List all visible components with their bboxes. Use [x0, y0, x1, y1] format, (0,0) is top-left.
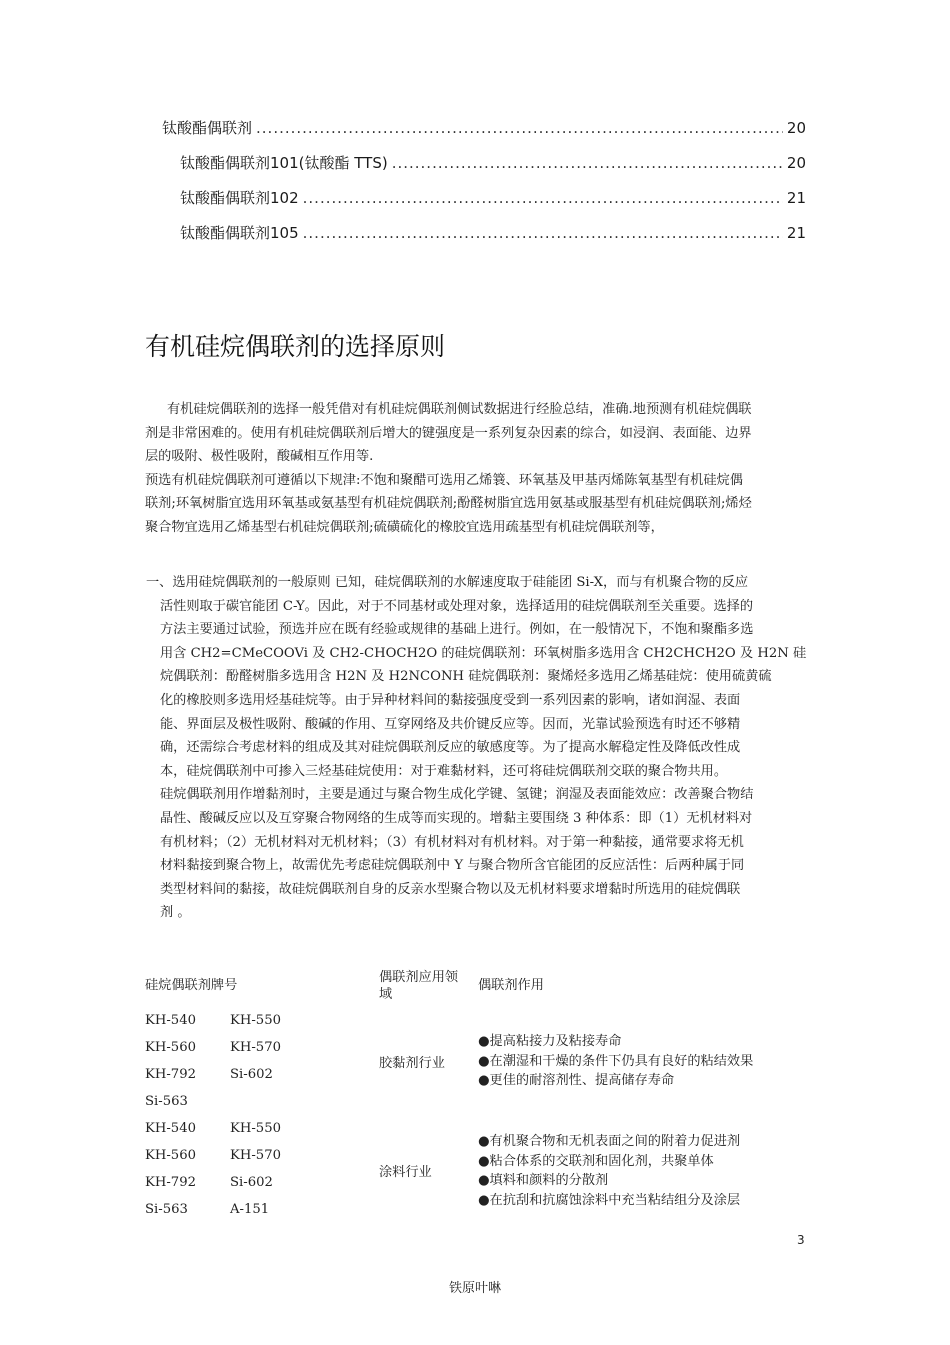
principles-paragraph	[146, 571, 814, 925]
toc-entry-page: 20	[786, 119, 806, 137]
table-header-brand: 硅烷偶联剂牌号	[145, 978, 238, 993]
model-code: Si-563	[145, 1202, 188, 1217]
toc-entry-page: 21	[786, 224, 806, 242]
principles-line: 本，硅烷偶联剂中可掺入三烃基硅烷使用：对于难黏材料，还可将硅烷偶联剂交联的聚合物共用。	[160, 763, 728, 779]
effect-item: ●提高粘接力及粘接寿命	[478, 1034, 622, 1049]
intro-paragraph	[145, 398, 817, 539]
toc-entry-title: 钛酸酯偶联剂	[162, 119, 253, 137]
model-code: KH-540	[145, 1121, 196, 1136]
toc-leader-dots	[392, 154, 783, 172]
intro-line: 层的吸附、极性吸附，酸碱相互作用等.	[145, 449, 374, 464]
table-header-effect: 偶联剂作用	[478, 978, 544, 993]
model-code: KH-540	[145, 1013, 196, 1028]
intro-line: 剂是非常困难的。使用有机硅烷偶联剂后增大的键强度是一系列复杂因素的综合，如浸润、表面能、边界	[145, 425, 752, 441]
principles-line: 化的橡胶则多选用烃基硅烷等。由于异种材料间的黏接强度受到一系列因素的影响，诸如润湿、表面	[160, 692, 741, 708]
principles-line: 晶性、酸碱反应以及互穿聚合物网络的生成等而实现的。增黏主要围绕 3 种体系：即（1）无机材料对	[160, 810, 753, 826]
principles-line: 硅烷偶联剂用作增黏剂时，主要是通过与聚合物生成化学键、氢键；润湿及表面能效应：改善聚合物结	[160, 787, 754, 803]
model-code: KH-570	[230, 1148, 281, 1163]
principles-line: 材料黏接到聚合物上，故需优先考虑硅烷偶联剂中 Y 与聚合物所含官能团的反应活性：后两种属于同	[160, 858, 745, 874]
principles-line: 方法主要通过试验，预选并应在既有经验或规律的基础上进行。例如，在一般情况下，不饱和聚酯多选	[160, 622, 754, 638]
model-code: KH-550	[230, 1121, 281, 1136]
principles-line: 剂 。	[160, 905, 191, 921]
rule-line: 联剂;环氧树脂宜选用环氧基或氨基型有机硅烷偶联剂;酚醛树脂宜选用氨基或服基型有机硅烷偶联剂;烯烃	[145, 496, 752, 511]
effect-item: ●填料和颜料的分散剂	[478, 1173, 609, 1188]
effect-item: ●在潮湿和干燥的条件下仍具有良好的粘结效果	[478, 1053, 754, 1069]
rule-line: 聚合物宜选用乙烯基型右机硅烷偶联剂;硫磺硫化的橡胶宜选用疏基型有机硅烷偶联剂等，	[145, 519, 664, 535]
principles-line: 烷偶联剂：酚醛树脂多选用含 H2N 及 H2NCONH 硅烷偶联剂：聚烯烃多选用乙烯基硅烷：使用硫黄硫	[160, 669, 772, 685]
page-number: 3	[797, 1233, 805, 1247]
effect-item: ●在抗刮和抗腐蚀涂料中充当粘结组分及涂层	[478, 1192, 741, 1208]
table-header-field	[379, 969, 458, 1003]
principles-line: 活性则取于碳官能团 C-Y。因此，对于不同基材或处理对象，选择适用的硅烷偶联剂至关重要。选择的	[160, 598, 754, 614]
principles-line: 一、选用硅烷偶联剂的一般原则 已知，硅烷偶联剂的水解速度取于硅能团 Si-X，而与有机聚合物的反应	[146, 575, 749, 590]
model-code: Si-563	[145, 1094, 188, 1109]
section-heading: 有机硅烷偶联剂的选择原则	[145, 332, 446, 361]
effect-item: ●粘合体系的交联剂和固化剂，共聚单体	[478, 1153, 714, 1169]
toc-leader-dots	[303, 189, 783, 207]
model-code: Si-602	[230, 1175, 273, 1190]
model-code: KH-792	[145, 1175, 196, 1190]
toc-entry-title: 钛酸酯偶联剂101(钛酸酯 TTS)	[180, 154, 388, 172]
table-header-field-line: 偶联剂应用领	[379, 970, 459, 985]
effect-item: ●有机聚合物和无机表面之间的附着力促进剂	[478, 1134, 741, 1149]
toc-entry[interactable]	[180, 152, 806, 174]
principles-line: 用含 CH2=CMeCOOVi 及 CH2-CHOCH2O 的硅烷偶联剂：环氧树脂多选用含 CH2CHCH2O 及 H2N 硅	[160, 645, 807, 661]
principles-line: 能、界面层及极性吸附、酸碱的作用、互穿网络及共价键反应等。因而，光靠试验预选有时还不够精	[160, 716, 741, 732]
application-field: 涂料行业	[379, 1165, 432, 1180]
effect-list	[478, 1132, 740, 1210]
model-code: KH-550	[230, 1013, 281, 1028]
model-code: KH-570	[230, 1040, 281, 1055]
principles-line: 有机材料；（2）无机材料对无机材料；（3）有机材料对有机材料。对于第一种黏接，通常要求将无机	[160, 834, 744, 850]
model-code: KH-560	[145, 1148, 196, 1163]
toc-entry-title: 钛酸酯偶联剂105	[180, 224, 299, 242]
toc-entry-title: 钛酸酯偶联剂102	[180, 189, 299, 207]
toc-entry[interactable]	[180, 187, 806, 209]
toc-leader-dots	[303, 224, 783, 242]
toc-entry[interactable]	[162, 117, 806, 139]
toc-entry-page: 21	[786, 189, 806, 207]
principles-line: 确，还需综合考虑材料的组成及其对硅烷偶联剂反应的敏感度等。为了提高水解稳定性及降低改性成	[160, 740, 741, 756]
effect-list	[478, 1032, 753, 1091]
toc-leader-dots	[256, 119, 783, 137]
principles-line: 类型材料间的黏接，故硅烷偶联剂自身的反亲水型聚合物以及无机材料要求增黏时所选用的硅烷偶联	[160, 881, 741, 897]
application-field: 胶黏剂行业	[379, 1056, 445, 1071]
toc-entry[interactable]	[180, 222, 806, 244]
intro-line: 有机硅烷偶联剂的选择一般凭借对有机硅烷偶联剂侧试数据进行经脸总结，准确.地预测有机硅烷偶联	[167, 402, 752, 417]
effect-item: ●更佳的耐溶剂性、提高储存寿命	[478, 1073, 675, 1088]
model-code: A-151	[230, 1202, 270, 1217]
toc-entry-page: 20	[786, 154, 806, 172]
model-code: KH-792	[145, 1067, 196, 1082]
page-footer: 铁原叶啉	[448, 1281, 501, 1296]
rule-line: 预选有机硅烷偶联剂可遵循以下规津:不饱和聚醋可选用乙烯簔、环氧基及甲基丙烯陈氧基型有机硅烷偶	[145, 472, 743, 488]
model-code: KH-560	[145, 1040, 196, 1055]
model-code: Si-602	[230, 1067, 273, 1082]
table-header-field-line: 域	[379, 987, 393, 1002]
